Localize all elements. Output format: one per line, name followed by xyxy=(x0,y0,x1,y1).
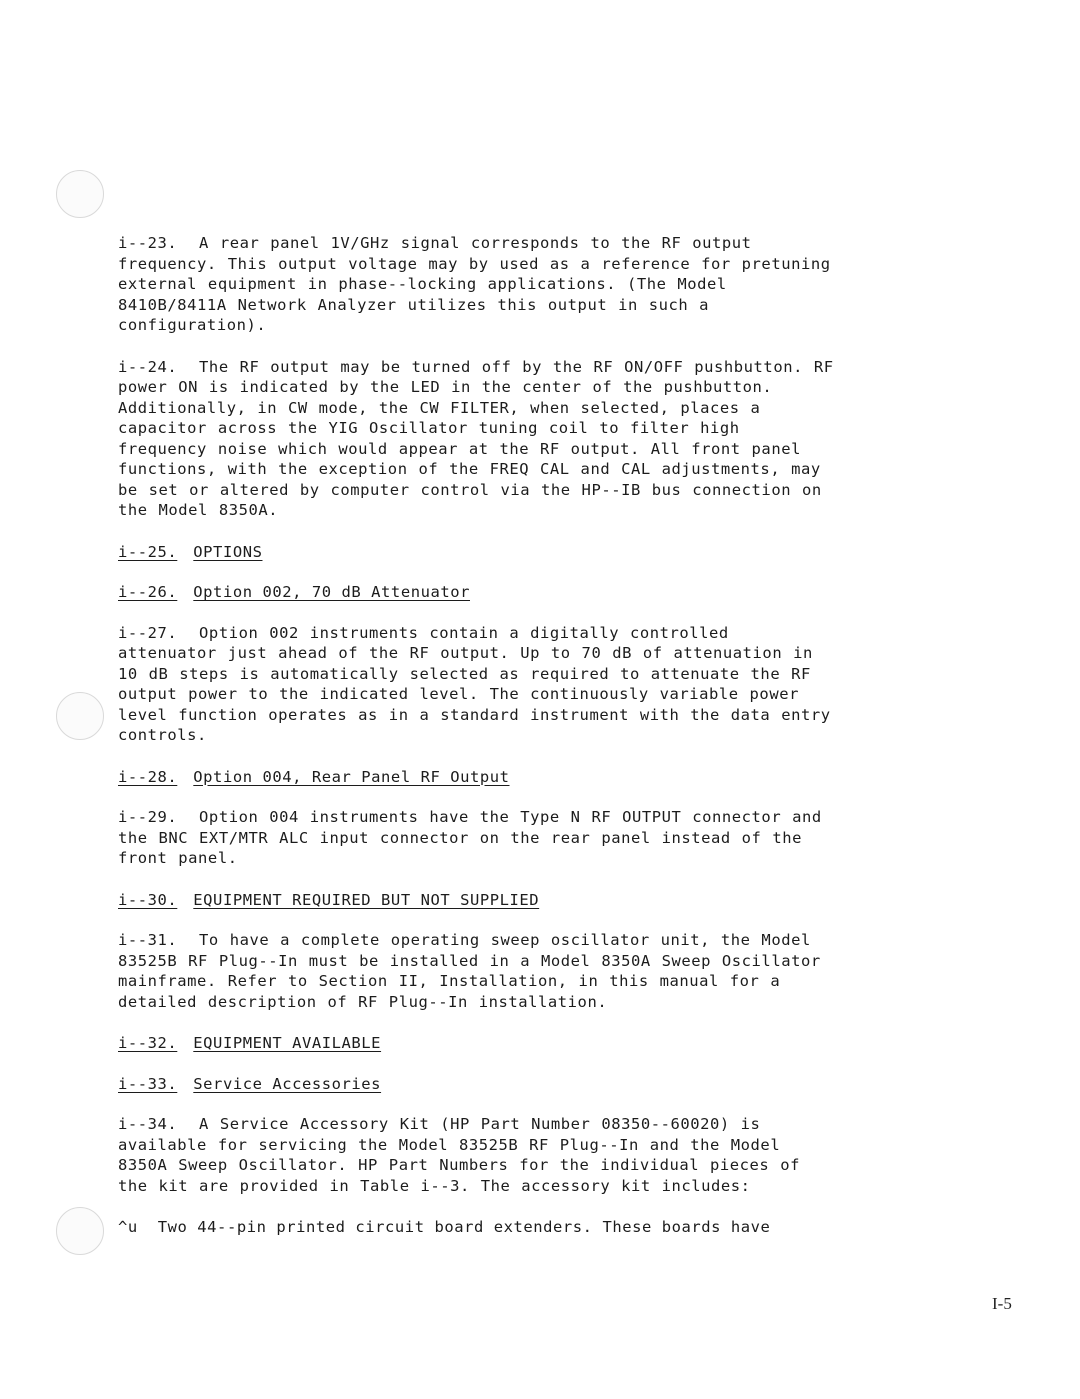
heading-option-004 xyxy=(118,767,988,788)
text-line: 10 dB steps is automatically selected as required to attenuate the RF xyxy=(118,664,811,683)
heading-title: EQUIPMENT REQUIRED BUT NOT SUPPLIED xyxy=(193,890,540,909)
text-line: functions, with the exception of the FREQ CAL and CAL adjustments, may xyxy=(118,460,821,478)
bullet-mark: ^u xyxy=(118,1218,138,1236)
punch-hole-middle xyxy=(56,692,104,740)
text-line: controls. xyxy=(118,726,207,744)
text-line: the BNC EXT/MTR ALC input connector on the rear panel instead of the xyxy=(118,828,802,847)
heading-title: Service Accessories xyxy=(193,1074,382,1093)
paragraph-1-34 xyxy=(118,1114,988,1196)
punch-hole-top xyxy=(56,170,104,218)
heading-title: Option 004, Rear Panel RF Output xyxy=(193,767,510,786)
punch-hole-bottom xyxy=(56,1207,104,1255)
text-line: 8350A Sweep Oscillator. HP Part Numbers for the individual pieces of xyxy=(118,1156,800,1174)
text-line: level function operates as in a standard instrument with the data entry xyxy=(118,705,831,724)
text-line: i--24. The RF output may be turned off by the RF ON/OFF pushbutton. RF xyxy=(118,357,834,376)
heading-number: i--32. xyxy=(118,1034,178,1052)
paragraph-1-27 xyxy=(118,623,988,746)
paragraph-1-24 xyxy=(118,357,988,521)
text-line: detailed description of RF Plug--In installation. xyxy=(118,992,608,1011)
text-line: output power to the indicated level. The continuously variable power xyxy=(118,685,799,703)
text-line: 83525B RF Plug--In must be installed in a Model 8350A Sweep Oscillator xyxy=(118,951,821,970)
heading-title: Option 002, 70 dB Attenuator xyxy=(193,583,470,601)
text-line: front panel. xyxy=(118,849,238,867)
heading-number: i--30. xyxy=(118,890,178,909)
paragraph-1-31 xyxy=(118,930,988,1012)
heading-number: i--28. xyxy=(118,767,178,786)
heading-title: EQUIPMENT AVAILABLE xyxy=(193,1034,382,1052)
paragraph-1-29 xyxy=(118,807,988,869)
text-line: mainframe. Refer to Section II, Installation, in this manual for a xyxy=(118,972,781,990)
text-line: the Model 8350A. xyxy=(118,501,279,519)
heading-title: OPTIONS xyxy=(193,542,263,561)
text-line: power ON is indicated by the LED in the center of the pushbutton. xyxy=(118,378,773,396)
text-line: external equipment in phase--locking applications. (The Model xyxy=(118,275,727,293)
text-line: available for servicing the Model 83525B RF Plug--In and the Model xyxy=(118,1135,781,1154)
heading-number: i--26. xyxy=(118,583,178,601)
text-line: capacitor across the YIG Oscillator tuning coil to filter high xyxy=(118,419,740,437)
text-line: attenuator just ahead of the RF output. Up to 70 dB of attenuation in xyxy=(118,644,813,662)
text-line: i--34. A Service Accessory Kit (HP Part Number 08350--60020) is xyxy=(118,1115,761,1133)
manual-page-body xyxy=(118,233,988,1238)
text-line: i--29. Option 004 instruments have the Type N RF OUTPUT connector and xyxy=(118,808,822,826)
text-line: Additionally, in CW mode, the CW FILTER, when selected, places a xyxy=(118,398,761,417)
text-line: i--27. Option 002 instruments contain a digitally controlled xyxy=(118,623,729,642)
text-line: frequency. This output voltage may by used as a reference for pretuning xyxy=(118,254,831,273)
page-number: I-5 xyxy=(992,1294,1012,1313)
heading-equipment-available xyxy=(118,1033,988,1054)
text-line: configuration). xyxy=(118,316,267,334)
heading-options xyxy=(118,542,988,563)
heading-equipment-required xyxy=(118,890,988,911)
bullet-item xyxy=(118,1217,988,1238)
heading-number: i--33. xyxy=(118,1074,178,1093)
bullet-text: Two 44--pin printed circuit board extenders. These boards have xyxy=(157,1218,771,1236)
heading-service-accessories xyxy=(118,1074,988,1095)
text-line: the kit are provided in Table i--3. The accessory kit includes: xyxy=(118,1176,751,1195)
text-line: i--23. A rear panel 1V/GHz signal corresponds to the RF output xyxy=(118,234,752,252)
text-line: 8410B/8411A Network Analyzer utilizes this output in such a xyxy=(118,295,710,314)
heading-option-002 xyxy=(118,582,988,603)
text-line: i--31. To have a complete operating sweep oscillator unit, the Model xyxy=(118,931,811,949)
heading-number: i--25. xyxy=(118,542,178,561)
text-line: be set or altered by computer control via the HP--IB bus connection on xyxy=(118,480,822,499)
text-line: frequency noise which would appear at the RF output. All front panel xyxy=(118,439,801,458)
paragraph-1-23 xyxy=(118,233,988,336)
